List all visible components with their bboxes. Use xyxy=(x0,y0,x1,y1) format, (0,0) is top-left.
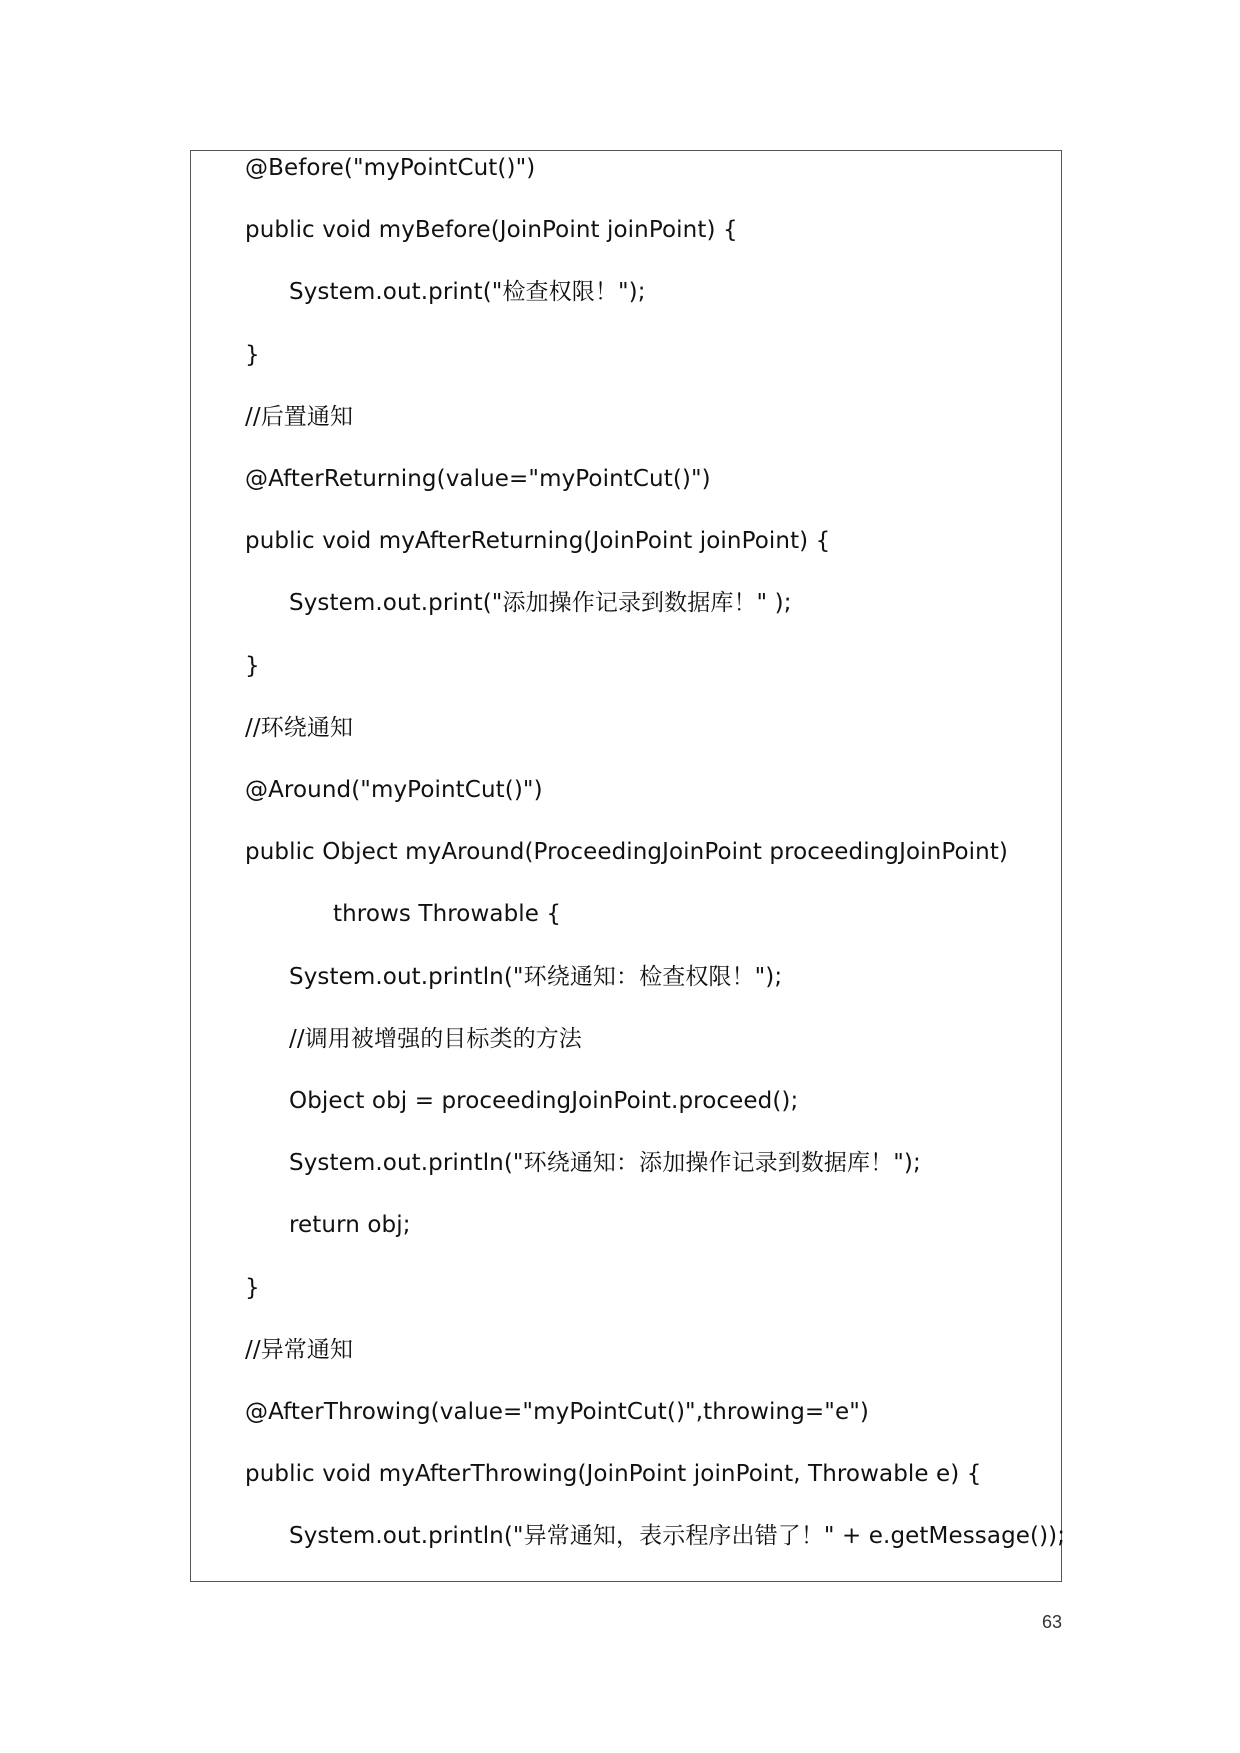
code-line: System.out.print("添加操作记录到数据库！" ); xyxy=(289,590,792,617)
code-line: System.out.print("检查权限！"); xyxy=(289,279,646,306)
code-line: System.out.println("环绕通知：添加操作记录到数据库！"); xyxy=(289,1150,921,1177)
code-listing-box xyxy=(190,150,1066,1582)
code-line: //调用被增强的目标类的方法 xyxy=(289,1025,582,1052)
code-line: Object obj = proceedingJoinPoint.proceed(); xyxy=(289,1088,799,1114)
code-line: @Before("myPointCut()") xyxy=(245,155,536,181)
code-line: } xyxy=(245,652,260,679)
code-line: System.out.println("异常通知，表示程序出错了！" + e.getMessage()); xyxy=(289,1523,1066,1550)
code-line: } xyxy=(245,1274,260,1301)
code-line: //后置通知 xyxy=(245,403,354,430)
code-line: public void myBefore(JoinPoint joinPoint) { xyxy=(245,217,738,244)
code-line: //异常通知 xyxy=(245,1336,354,1363)
code-line: throws Throwable { xyxy=(333,901,562,928)
page-number: 63 xyxy=(1041,1612,1062,1632)
code-line: public void myAfterThrowing(JoinPoint joinPoint, Throwable e) { xyxy=(245,1461,982,1488)
code-line: @AfterThrowing(value="myPointCut()",throwing="e") xyxy=(245,1399,869,1425)
code-line: @AfterReturning(value="myPointCut()") xyxy=(245,466,711,492)
code-line: @Around("myPointCut()") xyxy=(245,777,543,803)
code-line: System.out.println("环绕通知：检查权限！"); xyxy=(289,963,783,990)
code-line: return obj; xyxy=(289,1212,411,1239)
code-line: public void myAfterReturning(JoinPoint joinPoint) { xyxy=(245,528,831,555)
code-line: } xyxy=(245,341,260,368)
code-line: //环绕通知 xyxy=(245,714,354,741)
code-line: public Object myAround(ProceedingJoinPoint proceedingJoinPoint) xyxy=(245,839,1009,866)
